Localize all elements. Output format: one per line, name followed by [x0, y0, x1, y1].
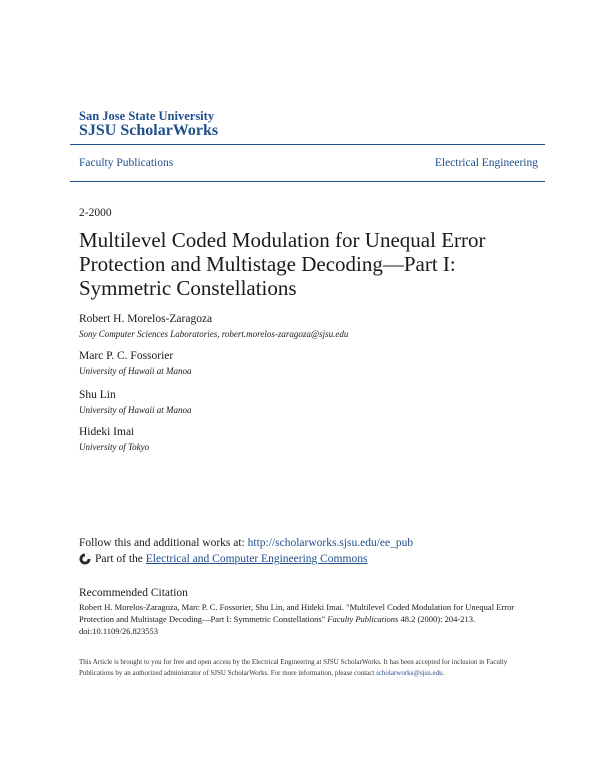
- citation-text: [79, 601, 529, 637]
- citation-journal: Faculty Publications: [327, 614, 399, 624]
- follow-line: [79, 537, 413, 549]
- author-affiliation: University of Hawaii at Manoa: [79, 366, 192, 376]
- bottom-divider: [70, 181, 545, 182]
- part-of-prefix: Part of the: [95, 553, 146, 565]
- contact-email-link[interactable]: scholarworks@sjsu.edu: [376, 669, 443, 677]
- university-name[interactable]: San Jose State University: [79, 109, 215, 123]
- author-name: Marc P. C. Fossorier: [79, 350, 174, 362]
- author-name: Shu Lin: [79, 389, 116, 401]
- paper-title: Multilevel Coded Modulation for Unequal Error Protection and Multistage Decoding—Part I: Symmetric Constellations: [79, 228, 486, 300]
- commons-link[interactable]: Electrical and Computer Engineering Commons: [145, 553, 368, 565]
- author-entry: [79, 349, 192, 377]
- commons-network-icon: [79, 553, 91, 565]
- follow-url-link[interactable]: http://scholarworks.sjsu.edu/ee_pub: [247, 537, 414, 549]
- faculty-publications-link[interactable]: Faculty Publications: [79, 157, 174, 169]
- part-of-line: [79, 553, 367, 565]
- citation-main: Robert H. Morelos-Zaragoza, Marc P. C. Fossorier, Shu Lin, and Hideki Imai. "Multilevel Coded Modulation for Unequal Error Protection and Multistage Decoding—Part I: Symmetric Constellations": [79, 602, 515, 624]
- publication-date: 2-2000: [79, 207, 112, 219]
- follow-prefix: Follow this and additional works at:: [79, 537, 248, 549]
- notice-text: This Article is brought to you for free and open access by the Electrical Engineering at SJSU ScholarWorks. It has been accepted for inclusion in Faculty Publications by an authorized administrator of SJSU ScholarWorks. For more information, please contact: [79, 658, 508, 677]
- access-notice: [79, 657, 529, 679]
- author-affiliation: University of Hawaii at Manoa: [79, 405, 192, 415]
- author-affiliation: Sony Computer Sciences Laboratories, robert.morelos-zaragoza@sjsu.edu: [79, 329, 349, 339]
- repository-name[interactable]: SJSU ScholarWorks: [79, 122, 219, 139]
- author-name: Hideki Imai: [79, 426, 135, 438]
- author-entry: [79, 312, 348, 340]
- author-affiliation: University of Tokyo: [79, 442, 150, 452]
- author-entry: [79, 388, 192, 416]
- author-entry: [79, 425, 149, 453]
- citation-tail: 48.2 (2000): 204-213. doi:10.1109/26.823553: [79, 614, 476, 636]
- top-divider: [70, 144, 545, 145]
- electrical-engineering-link[interactable]: Electrical Engineering: [434, 157, 538, 169]
- notice-end: .: [442, 669, 445, 677]
- author-name: Robert H. Morelos-Zaragoza: [79, 313, 213, 325]
- recommended-citation-heading: Recommended Citation: [79, 587, 188, 599]
